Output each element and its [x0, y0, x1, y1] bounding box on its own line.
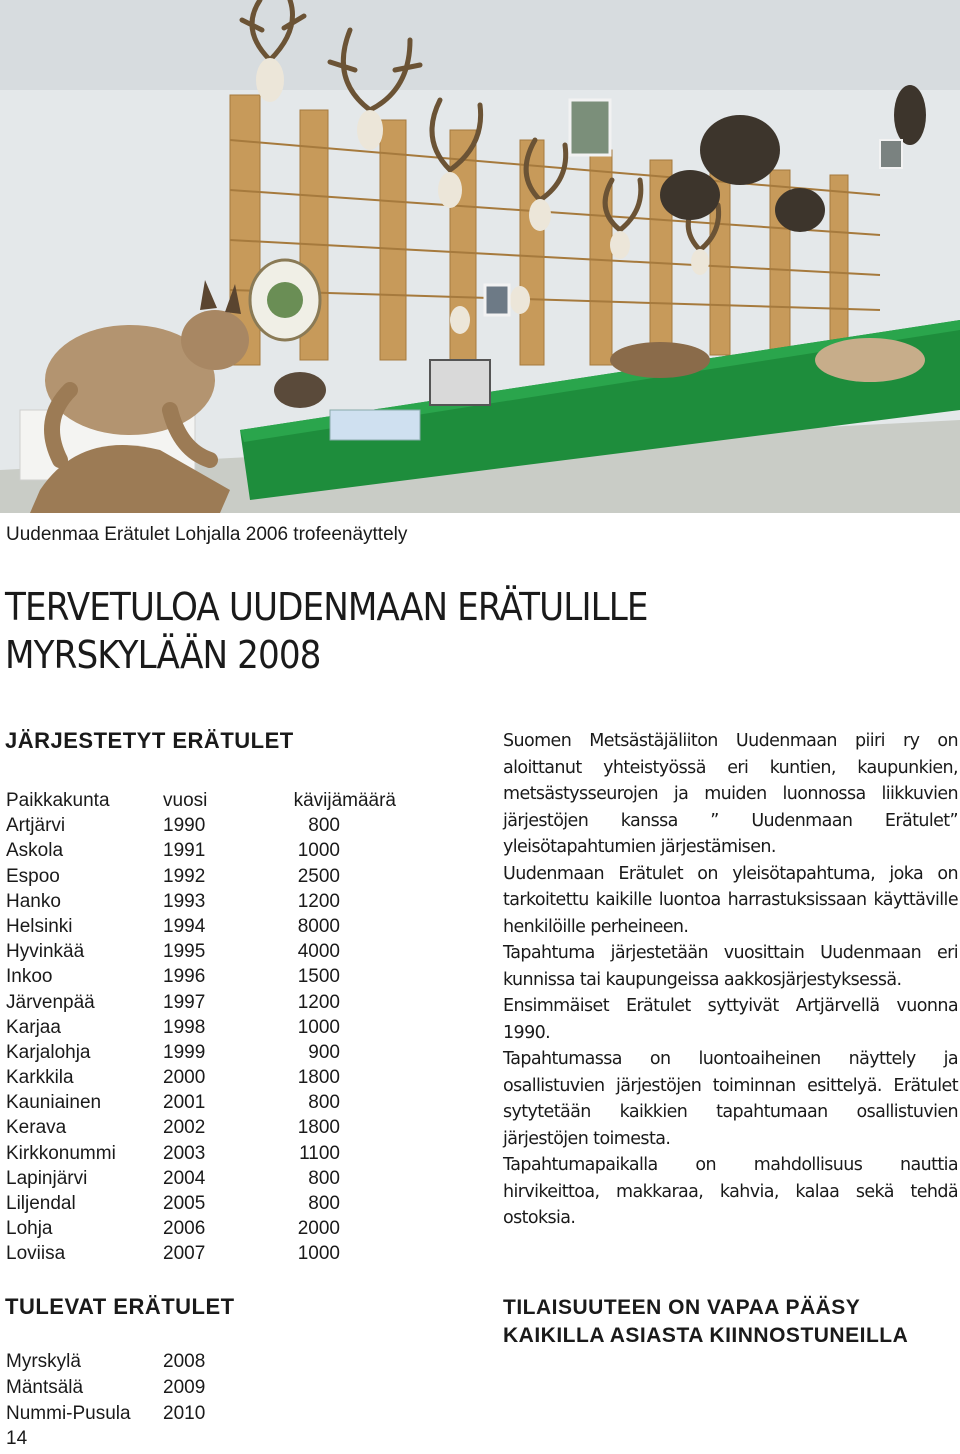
cell-place: Kauniainen: [6, 1092, 102, 1114]
held-events-table: [6, 788, 406, 1267]
cell-visitors: 800: [308, 815, 340, 837]
column-header-place: Paikkakunta: [6, 790, 110, 811]
cell-year: 1997: [163, 991, 206, 1013]
cell-place: Askola: [6, 840, 64, 862]
cell-visitors: 800: [308, 1092, 340, 1114]
column-header-year: vuosi: [163, 790, 208, 811]
cell-visitors: 1000: [297, 1016, 340, 1038]
table-header: [6, 788, 406, 813]
table-row: [6, 1141, 406, 1166]
exhibition-photo: [0, 0, 960, 513]
cell-year: 1990: [163, 815, 206, 837]
cell-place: Järvenpää: [6, 991, 95, 1013]
table-row: [6, 939, 406, 964]
table-row: [6, 1216, 406, 1241]
cell-year: 1995: [163, 941, 206, 963]
cell-visitors: 1500: [297, 966, 340, 988]
cell-place: Nummi-Pusula: [6, 1403, 131, 1424]
list-item: [6, 1401, 266, 1427]
page-title: [5, 583, 648, 679]
cell-visitors: 800: [308, 1167, 340, 1189]
cell-year: 2008: [163, 1351, 206, 1372]
photo-caption: Uudenmaa Erätulet Lohjalla 2006 trofeenäyttely: [6, 524, 408, 545]
table-row: [6, 1065, 406, 1090]
cell-place: Mäntsälä: [6, 1377, 84, 1398]
table-row: [6, 813, 406, 838]
cell-year: 2007: [163, 1243, 206, 1265]
event-rows: [6, 813, 406, 1266]
table-row: [6, 1090, 406, 1115]
paragraph: Uudenmaan Erätulet on yleisötapahtuma, joka on tarkoitettu kaikille luontoa harrastuksissaan käyttäville henkilöille perheineen.: [503, 863, 958, 937]
cell-visitors: 800: [308, 1193, 340, 1214]
table-row: [6, 1166, 406, 1191]
cell-place: Artjärvi: [6, 815, 66, 837]
cell-place: Liljendal: [6, 1193, 76, 1214]
cell-place: Kirkkonummi: [6, 1142, 116, 1164]
table-row: [6, 914, 406, 939]
list-item: [6, 1349, 266, 1375]
cell-place: Karjaa: [6, 1016, 61, 1038]
table-row: [6, 1191, 406, 1216]
page-title-line-1: TERVETULOA UUDENMAAN ERÄTULILLE: [5, 585, 648, 629]
cell-place: Myrskylä: [6, 1351, 81, 1372]
cell-place: Loviisa: [6, 1243, 66, 1265]
page-title-line-2: MYRSKYLÄÄN 2008: [5, 633, 321, 677]
cell-year: 2003: [163, 1142, 206, 1164]
table-row: [6, 1040, 406, 1065]
cell-year: 1991: [163, 840, 206, 862]
paragraph: Tapahtumassa on luontoaiheinen näyttely ja osallistuvien järjestöjen toiminnan esittelyä. Erätulet sytytetään kaikkien tapahtumaan osallistuvien järjestöjen toimesta.: [503, 1049, 958, 1149]
cell-year: 2005: [163, 1193, 206, 1214]
cell-place: Helsinki: [6, 915, 73, 937]
table-row: [6, 1115, 406, 1140]
paragraph: Ensimmäiset Erätulet syttyivät Artjärvellä vuonna 1990.: [503, 996, 958, 1043]
table-row: [6, 1241, 406, 1266]
cell-year: 2000: [163, 1067, 206, 1089]
cell-year: 2001: [163, 1092, 206, 1114]
cell-place: Karkkila: [6, 1067, 74, 1089]
cell-year: 2010: [163, 1403, 206, 1424]
cell-year: 1992: [163, 865, 206, 887]
cell-place: Lohja: [6, 1218, 53, 1240]
cell-place: Espoo: [6, 865, 60, 887]
cell-visitors: 1000: [297, 1243, 340, 1265]
cell-visitors: 4000: [297, 941, 340, 963]
cell-visitors: 1200: [297, 890, 340, 912]
notice-line-2: KAIKILLA ASIASTA KIINNOSTUNEILLA: [503, 1324, 909, 1347]
cell-year: 1993: [163, 890, 206, 912]
table-row: [6, 889, 406, 914]
table-row: [6, 964, 406, 989]
paragraph: Tapahtuma järjestetään vuosittain Uudenmaan eri kunnissa tai kaupungeissa aakkosjärjestyksessä.: [503, 943, 958, 990]
upcoming-events-heading: TULEVAT ERÄTULET: [5, 1294, 235, 1319]
cell-visitors: 2000: [297, 1218, 340, 1240]
cell-year: 2009: [163, 1377, 206, 1398]
cell-place: Hanko: [6, 890, 61, 912]
cell-year: 1994: [163, 915, 206, 937]
cell-place: Lapinjärvi: [6, 1167, 88, 1189]
notice-line-1: TILAISUUTEEN ON VAPAA PÄÄSY: [503, 1296, 861, 1319]
cell-year: 1999: [163, 1041, 206, 1063]
upcoming-events-list: [6, 1349, 266, 1427]
cell-visitors: 1800: [297, 1117, 340, 1139]
cell-place: Kerava: [6, 1117, 67, 1139]
table-row: [6, 990, 406, 1015]
cell-visitors: 1200: [297, 991, 340, 1013]
paragraph: Tapahtumapaikalla on mahdollisuus nauttia hirvikeittoa, makkaraa, kahvia, kalaa sekä tehdä ostoksia.: [503, 1155, 958, 1228]
cell-place: Karjalohja: [6, 1041, 91, 1063]
cell-visitors: 900: [308, 1041, 340, 1063]
cell-visitors: 8000: [297, 915, 340, 937]
page-number: 14: [6, 1428, 28, 1449]
cell-year: 2006: [163, 1218, 206, 1240]
cell-visitors: 2500: [297, 865, 340, 887]
column-header-visitors: kävijämäärä: [293, 790, 396, 811]
cell-place: Hyvinkää: [6, 941, 85, 963]
cell-year: 1996: [163, 966, 206, 988]
table-row: [6, 838, 406, 863]
held-events-heading: JÄRJESTETYT ERÄTULET: [5, 728, 294, 753]
table-row: [6, 1015, 406, 1040]
table-row: [6, 864, 406, 889]
cell-visitors: 1800: [297, 1067, 340, 1089]
cell-year: 1998: [163, 1016, 206, 1038]
cell-year: 2004: [163, 1167, 206, 1189]
cell-place: Inkoo: [6, 966, 53, 988]
cell-visitors: 1100: [299, 1142, 340, 1164]
cell-year: 2002: [163, 1117, 206, 1139]
paragraph: Suomen Metsästäjäliiton Uudenmaan piiri ry on aloittanut yhteistyössä eri kuntien, kaupunkien, metsästysseurojen ja muiden luonnossa liikkuvien järjestöjen kanssa ” Uudenmaan Erätulet” yleisötapahtumien järjestämisen.: [503, 731, 958, 857]
intro-text: [503, 728, 958, 1232]
cell-visitors: 1000: [297, 840, 340, 862]
list-item: [6, 1375, 266, 1401]
free-entry-notice: [503, 1294, 908, 1350]
